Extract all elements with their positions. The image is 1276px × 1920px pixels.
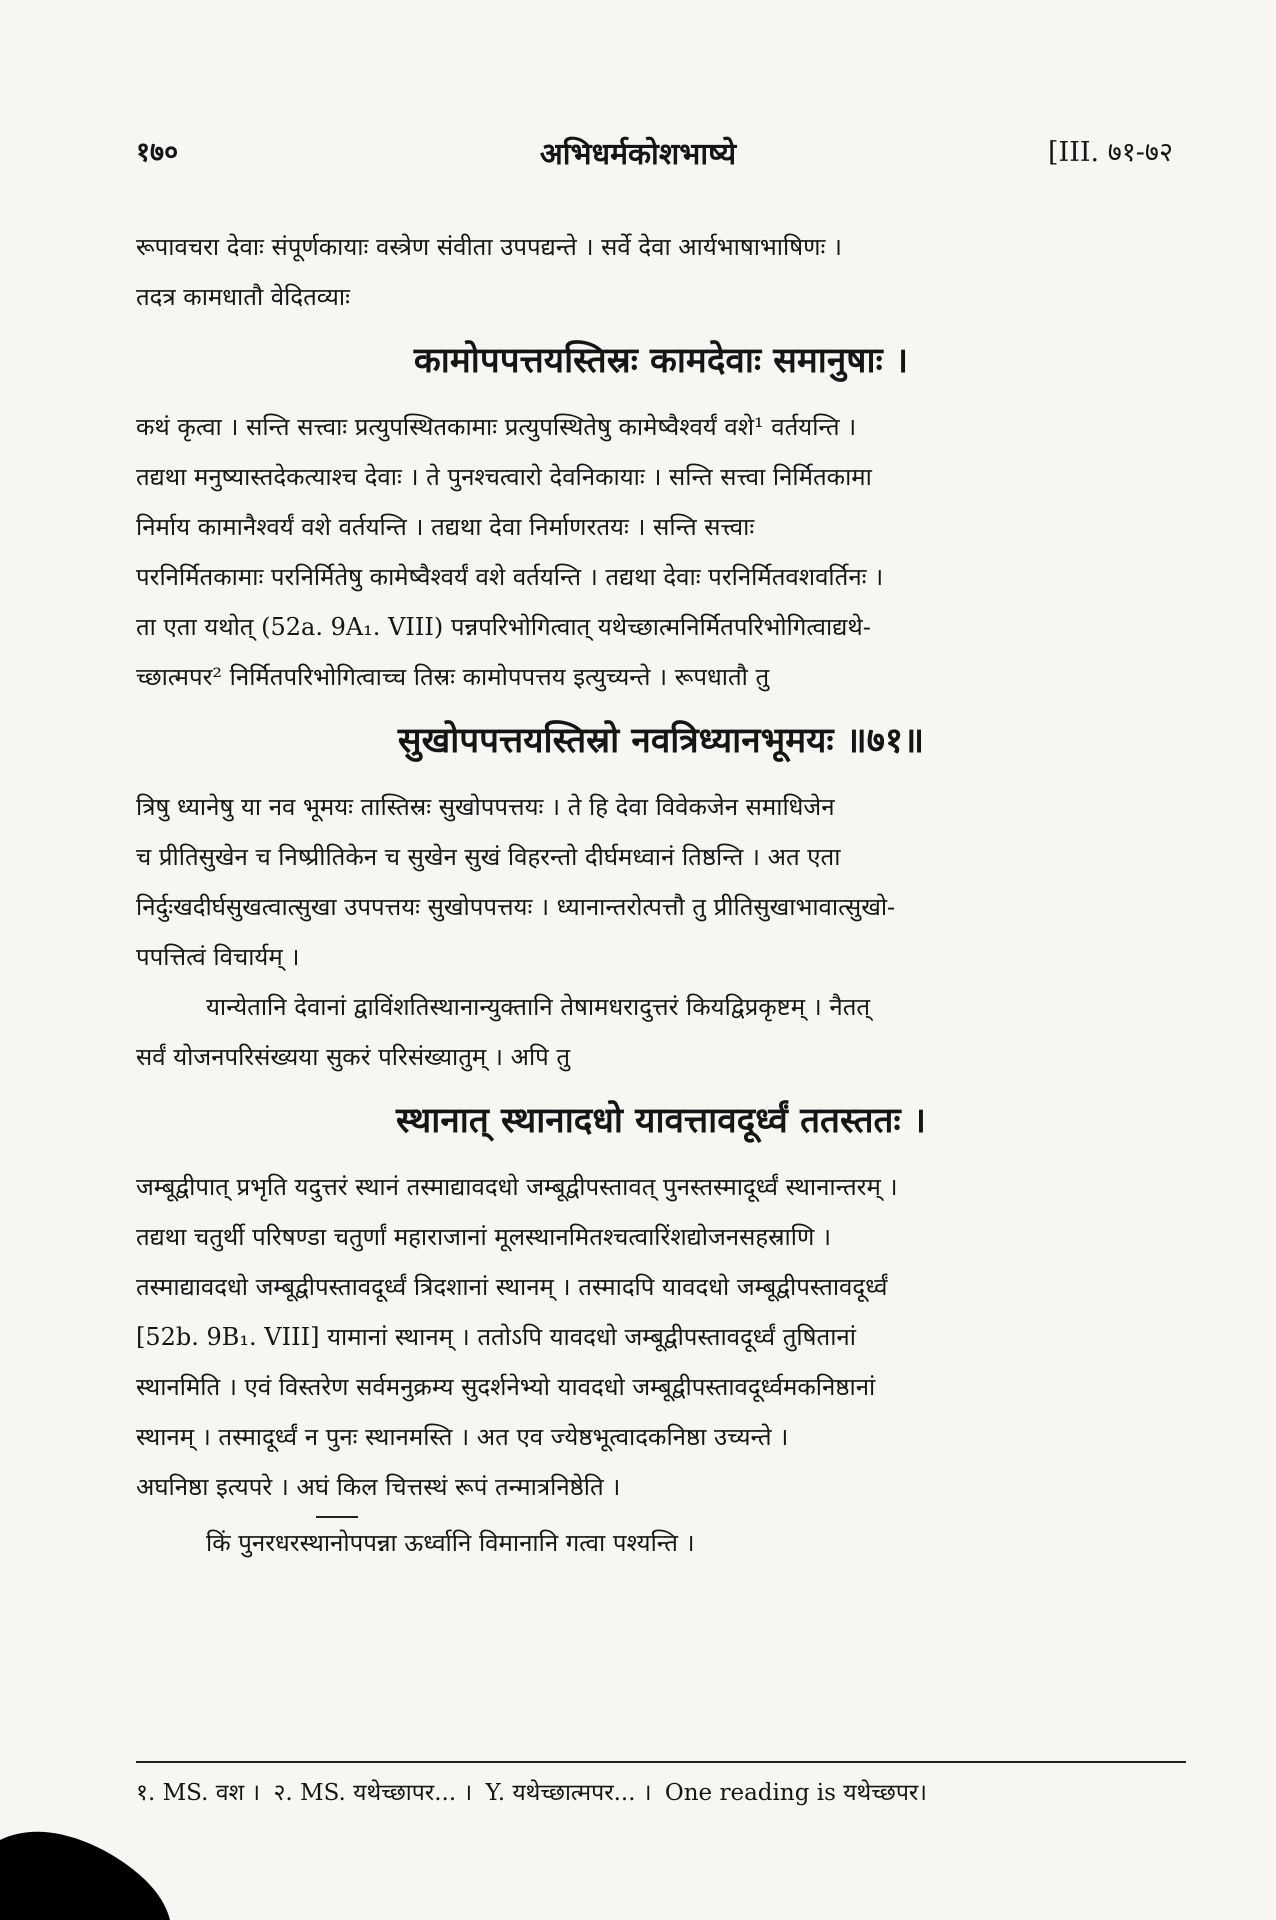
text-line: परनिर्मितकामाः परनिर्मितेषु कामेष्वैश्वर्यं वशे वर्तयन्ति । तद्यथा देवाः परनिर्मितवशवर्तिनः । — [136, 563, 884, 591]
text-line: स्थानम् । तस्मादूर्ध्वं न पुनः स्थानमस्ति । अत एव ज्येष्ठभूत्वादकनिष्ठा उच्यन्ते । — [136, 1423, 789, 1451]
text-line: सर्वं योजनपरिसंख्यया सुकरं परिसंख्यातुम् । अपि तु — [136, 1043, 571, 1071]
text-line: [52b. 9B₁. VIII] यामानां स्थानम् । ततोऽपि यावदधो जम्बूद्वीपस्तावदूर्ध्वं तुषितानां — [136, 1323, 856, 1351]
text-line: पपत्तित्वं विचार्यम् । — [136, 943, 300, 971]
main-text — [136, 222, 1186, 1568]
running-title: अभिधर्मकोशभाष्ये — [539, 137, 737, 172]
footnote-reading: One reading is यथेच्छपर। — [664, 1780, 928, 1806]
page-header — [0, 132, 1276, 172]
footnote-divider — [136, 1761, 1186, 1763]
footnotes — [136, 1761, 1186, 1807]
verse-kamopapattayah: कामोपपत्तयस्तिस्रः कामदेवाः समानुषाः । — [413, 340, 909, 381]
text-line: तदत्र कामधातौ वेदितव्याः — [136, 283, 350, 311]
text-line: अघनिष्ठा इत्यपरे । अघं किल चित्तस्थं रूपं तन्मात्रनिष्ठेति । — [136, 1473, 621, 1501]
text-line: स्थानमिति । एवं विस्तरेण सर्वमनुक्रम्य सुदर्शनेभ्यो यावदधो जम्बूद्वीपस्तावदूर्ध्वमकनिष्ठानां — [136, 1373, 876, 1401]
text-line: च प्रीतिसुखेन च निष्प्रीतिकेन च सुखेन सुखं विहरन्तो दीर्घमध्वानं तिष्ठन्ति । अत एता — [136, 843, 841, 871]
footnote-2: २. MS. यथेच्छापर... । — [273, 1780, 473, 1806]
verse-sukhopapattayah: सुखोपपत्तयस्तिस्रो नवत्रिध्यानभूमयः ॥७१॥ — [397, 720, 925, 761]
text-line: निर्दुःखदीर्घसुखत्वात्सुखा उपपत्तयः सुखोपपत्तयः । ध्यानान्तरोत्पत्तौ तु प्रीतिसुखाभावात्सुखो- — [136, 893, 896, 921]
footnote-1: १. MS. वश । — [136, 1780, 261, 1806]
text-line: च्छात्मपर² निर्मितपरिभोगित्वाच्च तिस्रः कामोपपत्तय इत्युच्यन्ते । रूपधातौ तु — [136, 663, 770, 691]
text-line: कथं कृत्वा । सन्ति सत्त्वाः प्रत्युपस्थितकामाः प्रत्युपस्थितेषु कामेष्वैश्वर्यं वशे¹ वर्तयन्ति । — [136, 413, 857, 441]
text-line: ता एता यथोत् (52a. 9A₁. VIII) पन्नपरिभोगित्वात् यथेच्छात्मनिर्मितपरिभोगित्वाद्यथे- — [136, 613, 871, 641]
text-line: निर्माय कामानैश्वर्यं वशे वर्तयन्ति । तद्यथा देवा निर्माणरतयः । सन्ति सत्त्वाः — [136, 513, 755, 541]
text-line: तद्यथा चतुर्थी परिषण्डा चतुर्णां महाराजानां मूलस्थानमितश्चत्वारिंशद्योजनसहस्राणि । — [136, 1223, 832, 1251]
footnote-line — [136, 1775, 1186, 1807]
footnote-2-variant: Y. यथेच्छात्मपर... । — [485, 1780, 652, 1806]
text-line: यान्येतानि देवानां द्वाविंशतिस्थानान्युक्तानि तेषामधरादुत्तरं कियद्विप्रकृष्टम् । नैतत् — [206, 993, 871, 1021]
section-reference: [III. ७१-७२ — [1048, 137, 1173, 168]
text-line: तद्यथा मनुष्यास्तदेकत्याश्च देवाः । ते पुनश्चत्वारो देवनिकायाः । सन्ति सत्त्वा निर्मितकामा — [136, 463, 872, 491]
text-line: जम्बूद्वीपात् प्रभृति यदुत्तरं स्थानं तस्माद्यावदधो जम्बूद्वीपस्तावत् पुनस्तस्मादूर्ध्वं स्थानान्तरम् । — [136, 1173, 898, 1201]
text-line: तस्माद्यावदधो जम्बूद्वीपस्तावदूर्ध्वं त्रिदशानां स्थानम् । तस्मादपि यावदधो जम्बूद्वीपस्तावदूर्ध्वं — [136, 1273, 888, 1301]
text-line: त्रिषु ध्यानेषु या नव भूमयः तास्तिस्रः सुखोपपत्तयः । ते हि देवा विवेकजेन समाधिजेन — [136, 793, 835, 821]
ink-blot — [0, 1810, 170, 1920]
verse-sthanat: स्थानात् स्थानादधो यावत्तावदूर्ध्वं ततस्ततः । — [395, 1100, 927, 1141]
text-line: किं पुनरधरस्थानोपपन्ना ऊर्ध्वानि विमानानि गत्वा पश्यन्ति । — [206, 1529, 695, 1557]
text-line: रूपावचरा देवाः संपूर्णकायाः वस्त्रेण संवीता उपपद्यन्ते । सर्वे देवा आर्यभाषाभाषिणः । — [136, 233, 843, 261]
page-number: १७० — [136, 137, 179, 168]
